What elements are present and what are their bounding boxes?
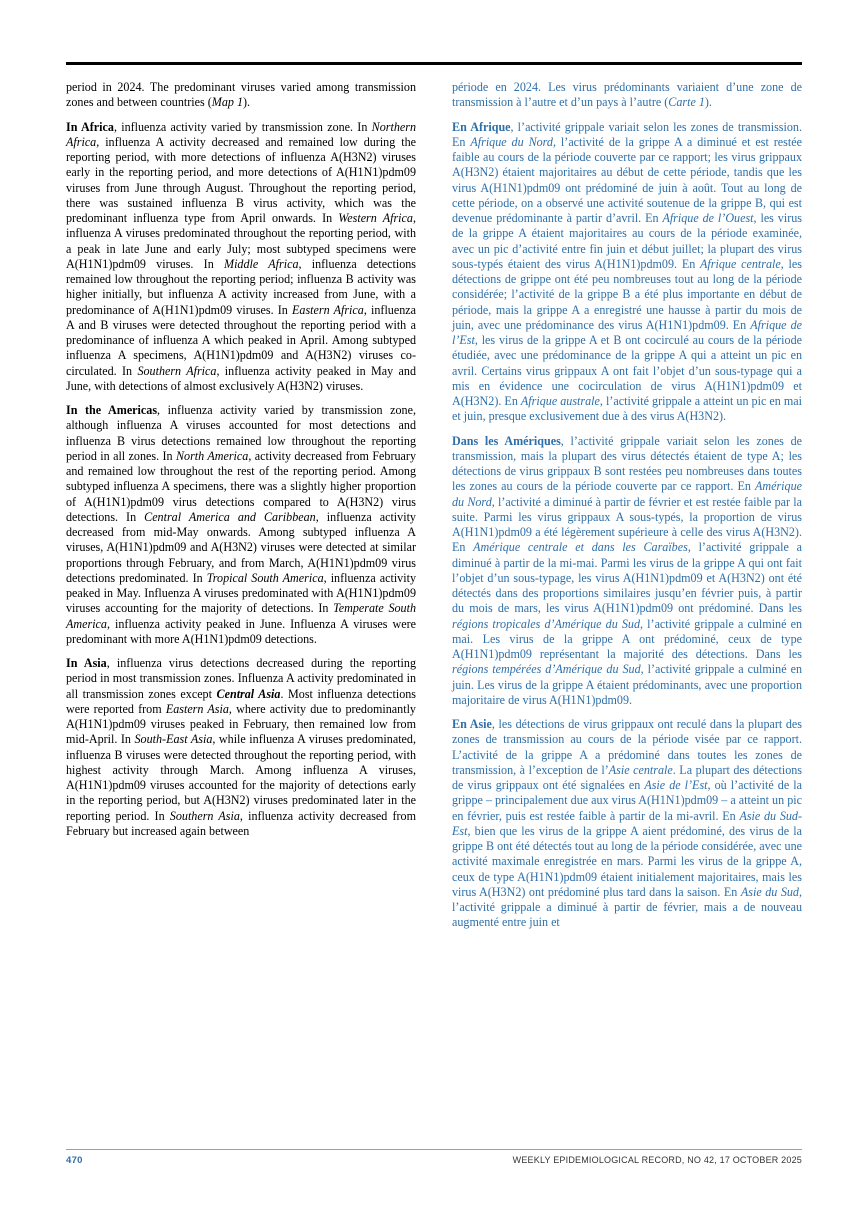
french-run: Asie centrale <box>608 762 673 777</box>
english-run: Middle Africa <box>224 256 299 271</box>
french-paragraph <box>452 80 802 111</box>
french-run: , l’activité de la grippe A a diminué et est restée faible au cours de la période couverte par ce rapport; les virus grippaux A(H3N2) étaient majoritaires au début de cette période, tandis que les virus A(H1N1)pdm09 ont prédominé de juin à août. Tout au long de cette période, on a observé une activité soutenue de la grippe B, qui est devenue prédominante à partir d’avril. En <box>452 134 802 225</box>
english-run: , influenza activity decreased from February but increased again between <box>66 808 416 838</box>
english-paragraph <box>66 656 416 839</box>
english-run: ). <box>243 95 251 110</box>
french-run: Carte 1 <box>668 95 705 110</box>
french-run: En Afrique <box>452 119 511 134</box>
english-run: Southern Asia <box>169 808 240 823</box>
french-run: , l’activité grippale a culminé en juin. Les virus de la grippe A étaient prédominants, avec une proportion majoritaire de virus A(H1N1)pdm09. <box>452 662 802 707</box>
english-run: , activity decreased from February and remained low throughout the rest of the reporting period. Among subtyped influenza A specimens, there was a slightly higher proportion of A(H1N1)pdm09 virus detections compared to A(H3N2) virus detections. In <box>66 448 416 524</box>
french-run: période en 2024. Les virus prédominants variaient d’une zone de transmission à l’autre et d’un pays à l’autre ( <box>452 80 802 110</box>
english-run: , where activity due to predominantly A(H1N1)pdm09 viruses peaked in February, then remained low from mid-April. In <box>66 701 416 747</box>
header-rule <box>66 62 802 65</box>
english-run: , while influenza A viruses predominated, influenza B viruses were detected throughout the reporting period, with highest activity through March. Among influenza A viruses, A(H1N1)pdm09 viruses accounted for the majority of detections early in the reporting period, but A(H3N2) viruses predominated later in the reporting period. In <box>66 732 416 823</box>
english-run: period in 2024. The predominant viruses varied among transmission zones and between countries ( <box>66 80 416 110</box>
english-run: , influenza activity peaked in May. Influenza A viruses predominated with A(H1N1)pdm09 viruses accounting for the majority of detections. In <box>66 570 416 616</box>
page-footer <box>66 1149 802 1171</box>
french-run: Amérique du Nord <box>452 479 802 509</box>
english-run: Central America and Caribbean <box>144 509 316 524</box>
french-paragraph <box>452 717 802 931</box>
footer-rule <box>66 1149 802 1150</box>
english-run: , influenza activity decreased from mid-May onwards. Among subtyped influenza A viruses, A(H1N1)pdm09 and A(H3N2) viruses were detected at similar proportions through February, and from March, A(H1N1)pdm09 virus detections predominated. In <box>66 509 416 585</box>
french-run: Afrique centrale <box>700 256 781 271</box>
french-run: ). <box>704 95 712 110</box>
english-run: , influenza activity peaked in May and June, with detections of almost exclusively A(H3N2) viruses. <box>66 363 416 393</box>
english-emphasis: Central Asia <box>216 686 281 701</box>
english-run: In Asia <box>66 656 107 670</box>
english-run: Tropical South America <box>206 570 324 585</box>
french-paragraph <box>452 434 802 709</box>
french-run: En Asie <box>452 717 492 731</box>
page-number: 470 <box>66 1155 83 1166</box>
english-paragraph <box>66 403 416 647</box>
french-run: . La plupart des détections de virus grippaux ont été signalées en <box>452 762 803 792</box>
french-run: , l’activité grippale a diminué à partir de février, mais a de nouveau augmenté entre juin et <box>452 884 802 930</box>
english-run: South-East Asia <box>134 732 213 747</box>
english-run: Northern Africa <box>66 119 416 149</box>
french-run: , l’activité grippale a diminué à partir de la mi-mai. Parmi les virus de la grippe A qui ont fait l’objet d’un sous-typage, les virus A(H1N1)pdm09 et A(H3N2) ont été détectés dans des proportions similaires jusqu’en février puis, à partir du mois de mars, les virus A(H1N1)pdm09 ont prédominé. Dans les <box>452 540 802 616</box>
french-run: Afrique australe <box>520 394 600 408</box>
english-run: North America <box>175 448 249 463</box>
english-run: Western Africa <box>338 211 413 225</box>
french-run: Afrique du Nord <box>470 134 553 149</box>
french-run: Amérique centrale et dans les Caraïbes <box>473 540 688 555</box>
english-run: , influenza activity peaked in June. Influenza A viruses were predominant with more A(H1N1)pdm09 detections. <box>66 616 416 646</box>
french-run: , l’activité grippale a culminé en mai. Les virus de la grippe A ont prédominé, ceux de type A(H1N1)pdm09 représentant la majorité des détections. Dans les <box>452 616 803 661</box>
english-run: , influenza A and B viruses were detected throughout the reporting period with a predominance of influenza A which peaked in April. Among subtyped influenza A specimens, A(H1N1)pdm09 and A(H3N2) viruses co-circulated. In <box>66 302 417 378</box>
french-run: , les détections de virus grippaux ont reculé dans la plupart des zones de transmission au cours de la période visée par ce rapport. L’activité de la grippe A a prédominé dans toutes les zones de transmission, à l’exception de l’ <box>452 717 802 777</box>
english-run: Map 1 <box>211 95 243 110</box>
english-run: In the Americas <box>66 403 158 417</box>
english-run: , influenza detections remained low throughout the reporting period; influenza B activity was higher initially, but influenza A activity increased from June, with a predominance of A(H1N1)pdm09 viruses. In <box>66 256 417 317</box>
french-run: Asie du Sud <box>740 884 799 899</box>
french-run: , les virus de la grippe A et B ont cocirculé au cours de la période étudiée, avec une prédominance de la grippe A qui a atteint un pic en avril. Certains virus grippaux A ont fait l’objet d’un sous-typage qui a mis en évidence une cocirculation de virus A(H1N1)pdm09 et A(H3N2). En <box>452 333 802 408</box>
french-paragraph <box>452 120 802 425</box>
english-run: , influenza A activity decreased and remained low during the reporting period, with more detections of influenza A(H3N2) viruses early in the reporting period, and more detections of A(H1N1)pdm09 viruses from June through August. Throughout the reporting period, there was sustained influenza B virus activity, which was the predominant influenza type from April onwards. In <box>66 134 416 225</box>
french-run: , où l’activité de la grippe – principalement due aux virus A(H1N1)pdm09 – a atteint un pic en février, puis est restée faible à partir de la mi-avril. En <box>452 778 802 823</box>
english-run: Eastern Asia <box>165 701 229 716</box>
french-run: Dans les Amériques <box>452 433 561 448</box>
english-run: Southern Africa <box>137 363 217 378</box>
english-run: Eastern Africa <box>292 302 364 317</box>
english-run: In Africa <box>66 119 114 134</box>
footer-publication-info: WEEKLY EPIDEMIOLOGICAL RECORD, NO 42, 17 OCTOBER 2025 <box>512 1155 802 1165</box>
french-run: , l’activité grippale variait selon les zones de transmission. En <box>452 119 802 149</box>
english-run: , influenza activity varied by transmission zone. In <box>113 119 372 134</box>
french-text-column <box>452 80 802 1140</box>
english-run: . Most influenza detections were reported from <box>66 686 417 716</box>
french-run: , l’activité grippale variait selon les zones de transmission, mais la plupart des virus détectés étaient de type A; les détections de virus grippaux B sont restées peu nombreuses dans toutes les zones au cours de la période couverte par ce rapport. En <box>452 433 802 494</box>
two-column-body <box>66 80 802 1140</box>
french-run: Afrique de l’Ouest <box>662 211 754 225</box>
french-run: , les virus de la grippe A étaient majoritaires au cours de la période examinée, avec un pic d’activité entre fin juin et début juillet; la plupart des virus sous-typés étaient des virus A(H1N1)pdm09. En <box>452 211 802 271</box>
english-run: Temperate South America <box>66 601 417 631</box>
french-run: régions tropicales d’Amérique du Sud <box>452 616 641 631</box>
english-text-column <box>66 80 416 1140</box>
english-paragraph <box>66 80 416 111</box>
french-run: , les détections de grippe ont été peu nombreuses tout au long de la période considérée; l’activité de la grippe B a été plus importante en début de période, mais la grippe A a enregistré une hausse à partir du mois de juin, avec une prédominance des virus A(H1N1)pdm09. En <box>452 256 802 332</box>
english-run: , influenza A viruses predominated throughout the reporting period, with a peak in late June and early July; most subtyped specimens were A(H1N1)pdm09 viruses. In <box>66 211 416 271</box>
french-run: , l’activité grippale a atteint un pic en mai et juin, presque exclusivement due à des virus A(H3N2). <box>452 394 802 424</box>
french-run: Asie du Sud-Est <box>452 808 802 838</box>
french-run: , bien que les virus de la grippe A aient prédominé, des virus de la grippe B ont été détectés tout au long de la période considérée, avec une activité maximale enregistrée en mars. Parmi les virus de la grippe A, ceux de type A(H1N1)pdm09 étaient initialement majoritaires, mais les virus A(H3N2) ont prédominé plus tard dans la saison. En <box>452 823 802 899</box>
english-run: , influenza virus detections decreased during the reporting period in most transmission zones. Influenza A activity predominated in all transmission zones except <box>66 656 416 701</box>
english-paragraph <box>66 120 416 395</box>
french-run: Afrique de l’Est <box>452 317 802 347</box>
french-run: régions tempérées d’Amérique du Sud <box>452 662 641 677</box>
english-run: , influenza activity varied by transmission zone, although influenza A viruses accounted for most detections and influenza B virus detections remained low throughout the reporting period in all zones. In <box>66 403 416 463</box>
french-run: Asie de l’Est <box>644 778 708 792</box>
french-run: , l’activité a diminué à partir de février et est restée faible par la suite. Parmi les virus grippaux A sous-typés, la proportion de virus A(H1N1)pdm09 a été légèrement supérieure à celle des virus A(H3N2). En <box>452 494 802 555</box>
